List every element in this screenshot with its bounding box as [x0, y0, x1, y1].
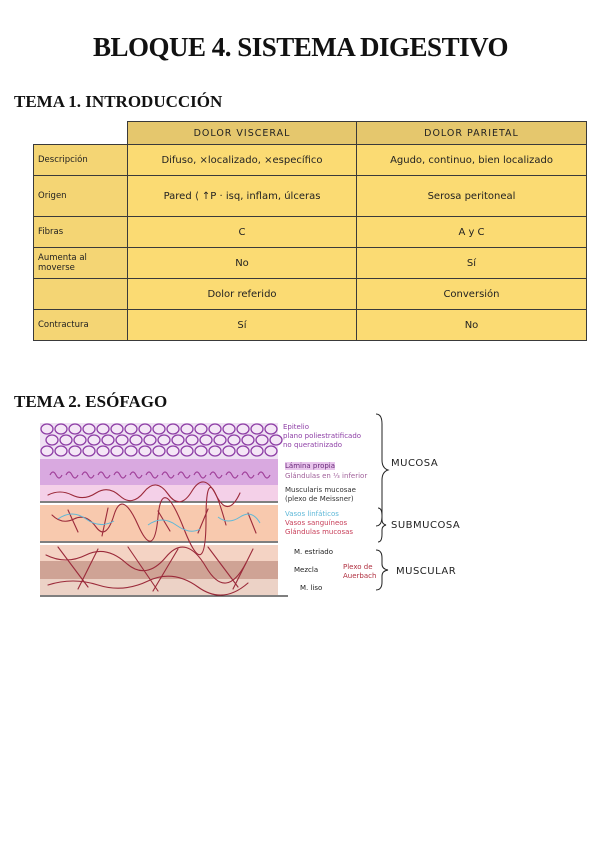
epithelial-cell [228, 435, 240, 445]
cell-parietal: No [357, 310, 587, 341]
epithelial-cell [74, 435, 86, 445]
epithelial-cell [69, 446, 81, 456]
esophagus-wall-diagram [38, 415, 288, 600]
epithelial-cell [265, 446, 277, 456]
section-title-tema2: TEMA 2. ESÓFAGO [14, 392, 168, 411]
label-plexo: Auerbach [343, 572, 377, 580]
group-label-submucosa: SUBMUCOSA [391, 520, 461, 531]
epithelial-cell [214, 435, 226, 445]
epithelial-cell [97, 446, 109, 456]
epithelial-cell [55, 424, 67, 434]
lamina-propria-layer [40, 459, 278, 485]
epithelial-cell [130, 435, 142, 445]
label-vasos-sanguineos: Vasos sanguíneos [285, 519, 348, 527]
epithelial-cell [41, 424, 53, 434]
row-label: Contractura [34, 310, 128, 341]
epithelial-cell [111, 446, 123, 456]
table-header-row [34, 122, 587, 145]
epithelial-cell [237, 446, 249, 456]
table-row [34, 310, 587, 341]
epithelial-cell [46, 435, 58, 445]
label-epitelio-desc: no queratinizado [283, 441, 343, 449]
epithelium-cells [41, 424, 282, 456]
cell-parietal: A y C [357, 217, 587, 248]
epithelial-cell [158, 435, 170, 445]
epithelial-cell [139, 446, 151, 456]
epithelial-cell [256, 435, 268, 445]
epithelial-cell [223, 424, 235, 434]
cell-parietal: Serosa peritoneal [357, 176, 587, 217]
epithelial-cell [41, 446, 53, 456]
label-muscularis: Muscularis mucosae [285, 486, 356, 494]
epithelial-cell [167, 424, 179, 434]
label-m-estriado: M. estriado [294, 548, 334, 556]
cell-parietal: Agudo, continuo, bien localizado [357, 145, 587, 176]
epithelial-cell [242, 435, 254, 445]
epithelial-cell [200, 435, 212, 445]
epithelial-cell [102, 435, 114, 445]
label-epitelio-desc: plano poliestratificado [283, 432, 362, 440]
epithelial-cell [153, 424, 165, 434]
epithelial-cell [55, 446, 67, 456]
epithelial-cell [111, 424, 123, 434]
epithelial-cell [223, 446, 235, 456]
table-row [34, 279, 587, 310]
row-label: Descripción [34, 145, 128, 176]
column-header-visceral: DOLOR VISCERAL [128, 122, 357, 145]
epithelial-cell [60, 435, 72, 445]
epithelial-cell [97, 424, 109, 434]
group-label-muscular: MUSCULAR [396, 566, 457, 577]
epithelial-cell [83, 446, 95, 456]
label-muscularis: (plexo de Meissner) [285, 495, 354, 503]
label-epitelio: Epitelio [283, 423, 310, 431]
epithelial-cell [88, 435, 100, 445]
column-header-parietal: DOLOR PARIETAL [357, 122, 587, 145]
document-title: BLOQUE 4. SISTEMA DIGESTIVO [92, 32, 509, 62]
epithelial-cell [195, 446, 207, 456]
label-m-liso: M. liso [300, 584, 323, 592]
epithelial-cell [251, 446, 263, 456]
epithelial-cell [172, 435, 184, 445]
muscularis-mucosae-layer [40, 485, 278, 501]
cell-visceral: Sí [128, 310, 357, 341]
brace-muscular [376, 550, 388, 590]
label-mezcla: Mezcla [294, 566, 319, 574]
pain-comparison-table [33, 121, 587, 341]
brace-mucosa [376, 414, 388, 526]
epithelial-cell [125, 446, 137, 456]
epithelial-cell [83, 424, 95, 434]
cell-visceral: Difuso, ×localizado, ×específico [128, 145, 357, 176]
epithelial-cell [251, 424, 263, 434]
cell-parietal: Conversión [357, 279, 587, 310]
table-row [34, 176, 587, 217]
epithelial-cell [167, 446, 179, 456]
table-row [34, 217, 587, 248]
epithelial-cell [144, 435, 156, 445]
cell-parietal: Sí [357, 248, 587, 279]
cell-visceral: Dolor referido [128, 279, 357, 310]
section-title-tema1: TEMA 1. INTRODUCCIÓN [14, 92, 223, 111]
epithelial-cell [181, 446, 193, 456]
label-glandulas: Glándulas en ⅓ inferior [285, 472, 368, 480]
cell-visceral: C [128, 217, 357, 248]
epithelial-cell [139, 424, 151, 434]
cell-visceral: Pared ⟨ ↑P · isq, inflam, úlceras [128, 176, 357, 217]
row-label [34, 279, 128, 310]
epithelial-cell [186, 435, 198, 445]
cell-visceral: No [128, 248, 357, 279]
epithelial-cell [209, 424, 221, 434]
label-glandulas-submucosa: Glándulas mucosas [285, 528, 354, 536]
label-lamina-propia: Lámina propia [285, 462, 336, 470]
epithelial-cell [153, 446, 165, 456]
epithelial-cell [116, 435, 128, 445]
epithelial-cell [209, 446, 221, 456]
table-row [34, 145, 587, 176]
table-corner [34, 122, 128, 145]
epithelial-cell [69, 424, 81, 434]
epithelial-cell [237, 424, 249, 434]
epithelial-cell [195, 424, 207, 434]
epithelial-cell [265, 424, 277, 434]
label-vasos-linfaticos: Vasos linfáticos [285, 510, 339, 518]
epithelial-cell [270, 435, 282, 445]
epithelial-cell [125, 424, 137, 434]
group-braces [372, 410, 392, 610]
label-plexo: Plexo de [343, 563, 373, 571]
group-label-mucosa: MUCOSA [391, 458, 439, 469]
table-row [34, 248, 587, 279]
row-label: Fibras [34, 217, 128, 248]
epithelial-cell [181, 424, 193, 434]
row-label: Origen [34, 176, 128, 217]
row-label: Aumenta al moverse [34, 248, 128, 279]
